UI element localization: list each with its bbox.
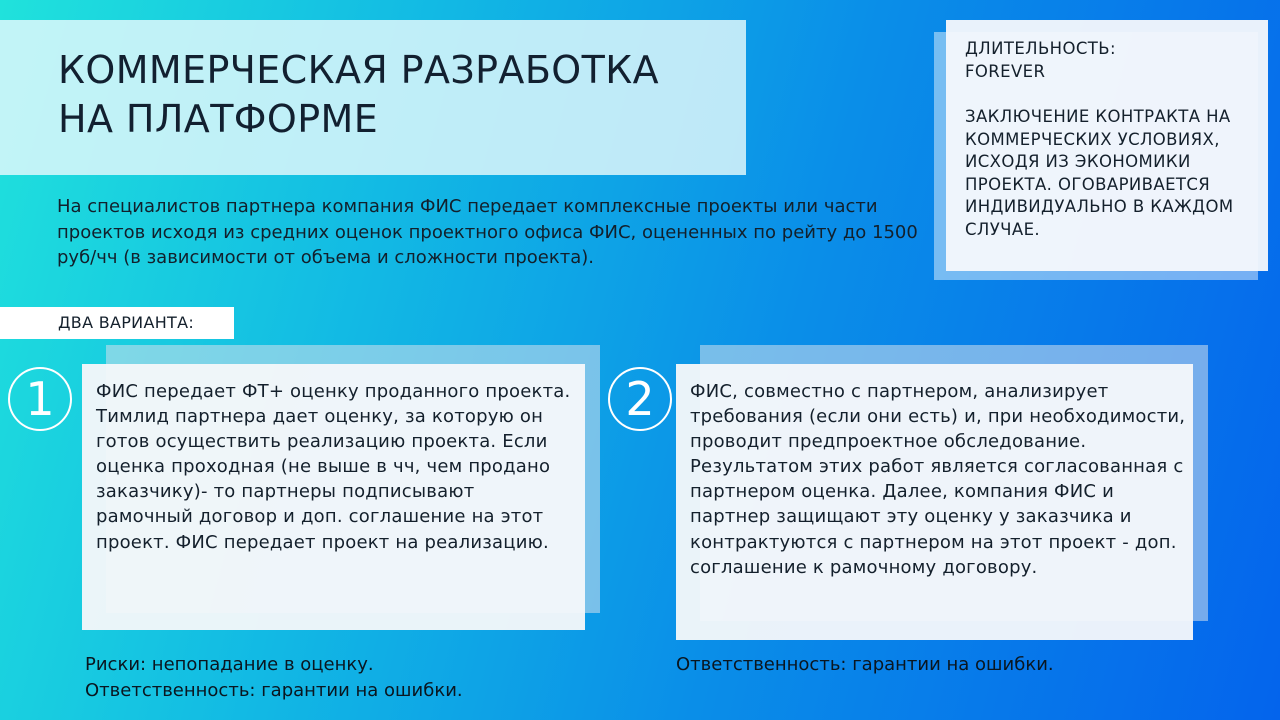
duration-description: ЗАКЛЮЧЕНИЕ КОНТРАКТА НА КОММЕРЧЕСКИХ УСЛОВИЯХ, ИСХОДЯ ИЗ ЭКОНОМИКИ ПРОЕКТА. ОГОВАРИВАЕТСЯ ИНДИВИДУАЛЬНО В КАЖДОМ СЛУЧАЕ. bbox=[965, 107, 1234, 239]
option-1-responsibility-note: Ответственность: гарантии на ошибки. bbox=[85, 679, 463, 701]
option-1-number-badge bbox=[8, 367, 72, 431]
option-2-notes bbox=[676, 652, 1196, 678]
option-2-number-badge bbox=[608, 367, 672, 431]
option-1-notes bbox=[85, 652, 605, 703]
duration-text bbox=[965, 38, 1255, 241]
option-1-number: 1 bbox=[25, 372, 55, 426]
page-title: КОММЕРЧЕСКАЯ РАЗРАБОТКА НА ПЛАТФОРМЕ bbox=[58, 48, 659, 141]
option-2-text: ФИС, совместно с партнером, анализирует требования (если они есть) и, при необходимости, проводит предпроектное обследование. Результатом этих работ является согласованная с партнером оценка. Далее, компания ФИС и партнер защищают эту оценку у заказчика и контрактуются с партнером на этот проект - доп. соглашение к рамочному договору. bbox=[690, 381, 1186, 578]
duration-label: ДЛИТЕЛЬНОСТЬ: bbox=[965, 39, 1116, 58]
option-1-risk-note: Риски: непопадание в оценку. bbox=[85, 654, 374, 675]
variants-label: ДВА ВАРИАНТА: bbox=[0, 307, 234, 339]
duration-value: FOREVER bbox=[965, 61, 1046, 81]
option-1-text: ФИС передает ФТ+ оценку проданного проекта. Тимлид партнера дает оценку, за которую он готов осуществить реализацию проекта. Если оценка проходная (не выше в чч, чем продано заказчику)- то партнеры подписывают рамочный договор и доп. соглашение на этот проект. ФИС передает проект на реализацию. bbox=[96, 381, 571, 553]
option-2-number: 2 bbox=[625, 372, 655, 426]
option-2-responsibility-note: Ответственность: гарантии на ошибки. bbox=[676, 654, 1054, 675]
intro-paragraph: На специалистов партнера компания ФИС передает комплексные проекты или части проектов исходя из средних оценок проектного офиса ФИС, оцененных по рейту до 1500 руб/чч (в зависимости от объема и сложности проекта). bbox=[57, 196, 918, 269]
